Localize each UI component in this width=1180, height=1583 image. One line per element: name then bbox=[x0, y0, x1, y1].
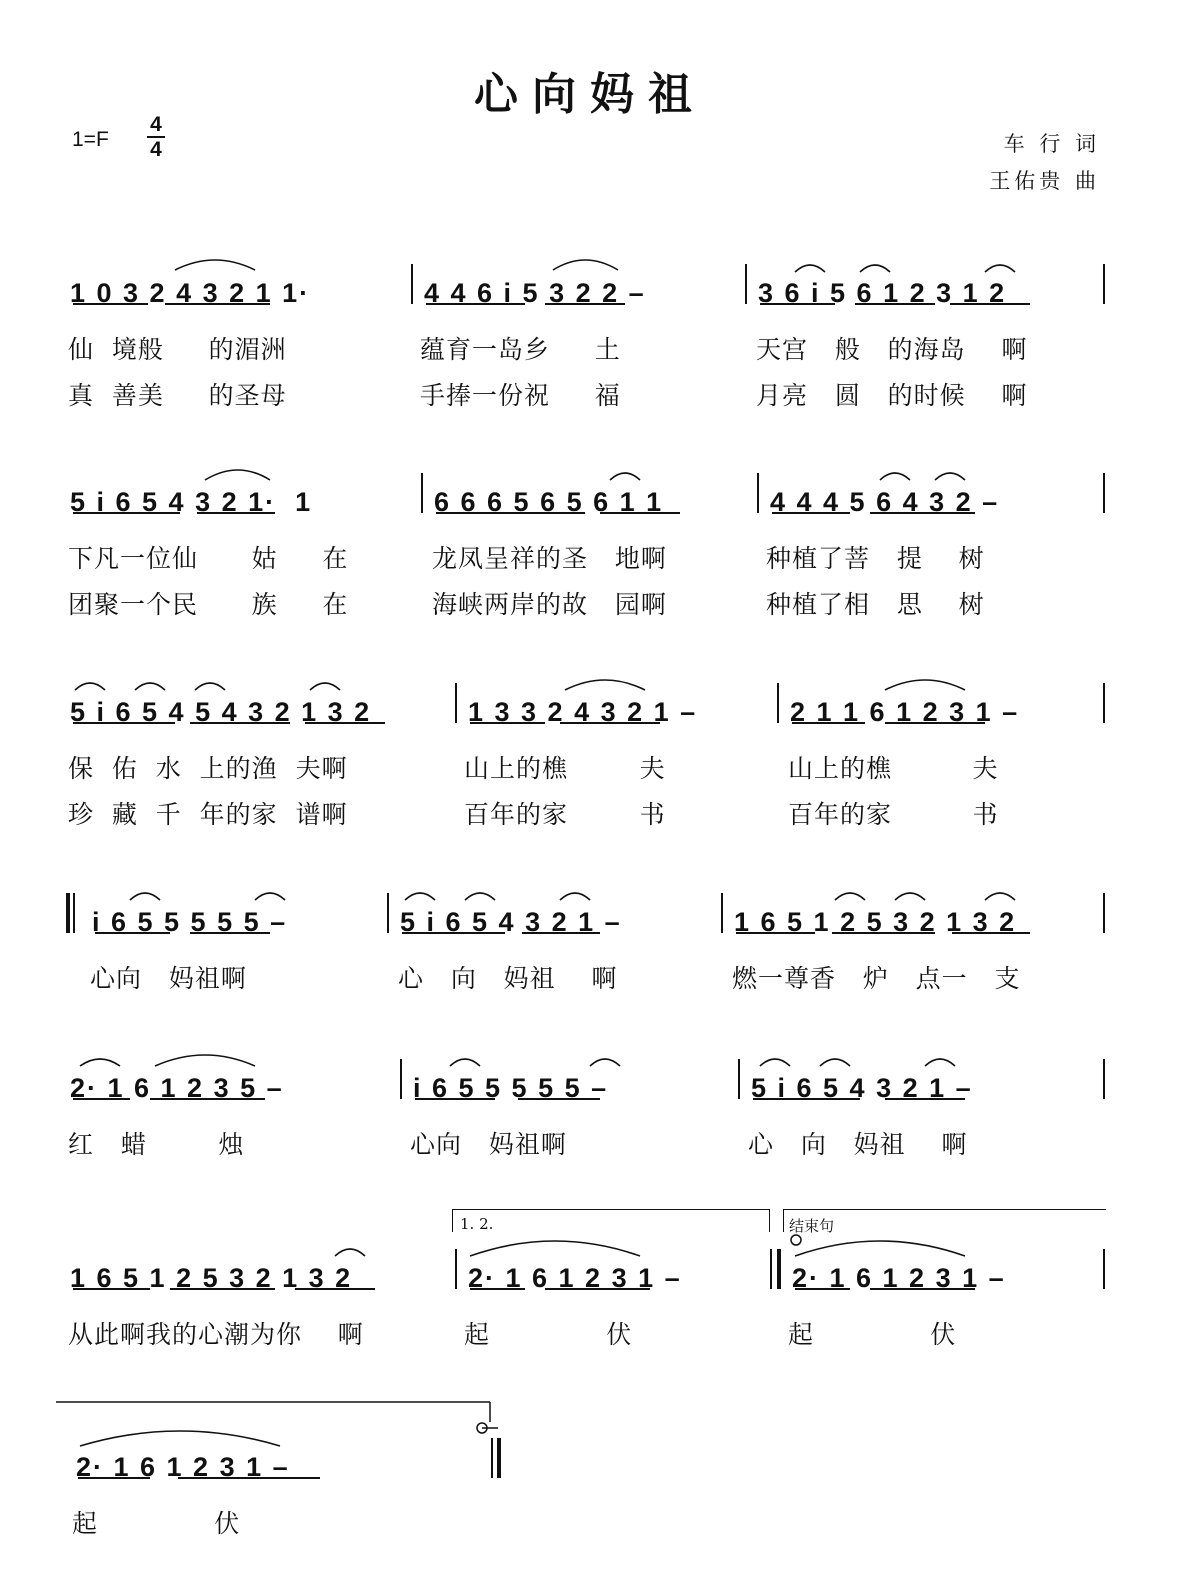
lyric-line-1: 龙凤呈祥的圣 地啊 bbox=[432, 544, 667, 573]
measure-2: 5 i 6 5 4 3 2 1 – bbox=[400, 907, 622, 937]
lyric-line-1: 红 蜡 烛 bbox=[68, 1130, 245, 1159]
slur-mark bbox=[553, 260, 618, 270]
slur-mark bbox=[760, 1059, 790, 1066]
measure-2: 6 6 6 5 6 5 6 1 1 bbox=[434, 487, 664, 517]
lyric-line-2: 月亮 圆 的时候 啊 bbox=[756, 381, 1028, 410]
slur-mark bbox=[560, 893, 590, 900]
slur-mark bbox=[925, 1059, 955, 1066]
measure-1: 5 i 6 5 4 3 2 1· 1 bbox=[70, 487, 313, 517]
volta-first-ending bbox=[452, 1209, 770, 1232]
measure-1: 1 0 3 2 4 3 2 1 1· bbox=[70, 278, 311, 308]
measure-3: 4 4 4 5 6 4 3 2 – bbox=[770, 487, 1000, 517]
lyric-line-2: 种植了相 思 树 bbox=[766, 590, 985, 619]
slur-mark bbox=[130, 893, 160, 900]
lyric-line-1: 起 伏 bbox=[464, 1320, 633, 1349]
measure-1: 1 6 5 1 2 5 3 2 1 3 2 bbox=[70, 1263, 353, 1293]
slur-mark bbox=[80, 1059, 120, 1066]
lyric-line-1: 仙 境般 的湄洲 bbox=[68, 335, 287, 364]
slur-mark bbox=[255, 893, 285, 900]
lyric-line-1: 心 向 妈祖 啊 bbox=[398, 964, 618, 993]
measure-2: i 6 5 5 5 5 5 – bbox=[413, 1073, 609, 1103]
measure-1: 2· 1 6 1 2 3 1 – bbox=[76, 1452, 290, 1482]
measure-2: 1 3 3 2 4 3 2 1 – bbox=[468, 697, 698, 727]
slur-mark bbox=[205, 470, 270, 480]
key-signature: 1=F bbox=[72, 128, 109, 151]
lyric-line-1: 山上的樵 夫 bbox=[788, 754, 999, 783]
slur-mark bbox=[835, 893, 865, 900]
slur-mark bbox=[860, 265, 890, 272]
slur-mark bbox=[175, 260, 255, 270]
slur-mark bbox=[75, 683, 105, 690]
slur-mark bbox=[795, 265, 825, 272]
measure-3: 5 i 6 5 4 3 2 1 – bbox=[751, 1073, 973, 1103]
lyric-line-1: 心向 妈祖啊 bbox=[410, 1130, 567, 1159]
volta-label: 1. 2. bbox=[460, 1215, 494, 1233]
slur-mark bbox=[820, 1059, 850, 1066]
lyric-line-2: 百年的家 书 bbox=[788, 800, 999, 829]
measure-1: 2· 1 6 1 2 3 5 – bbox=[70, 1073, 284, 1103]
slur-mark bbox=[895, 893, 925, 900]
lyric-line-1: 种植了菩 提 树 bbox=[766, 544, 985, 573]
slur-mark bbox=[610, 473, 640, 480]
lyric-line-1: 下凡一位仙 姑 在 bbox=[68, 544, 349, 573]
lyric-line-2: 百年的家 书 bbox=[464, 800, 666, 829]
lyric-line-1: 心 向 妈祖 啊 bbox=[748, 1130, 968, 1159]
slur-mark bbox=[885, 680, 965, 690]
lyric-line-1: 起 伏 bbox=[788, 1320, 957, 1349]
slur-mark bbox=[470, 1241, 640, 1256]
slur-mark bbox=[565, 680, 645, 690]
slur-mark bbox=[405, 893, 435, 900]
slur-mark bbox=[880, 473, 910, 480]
measure-3: 2· 1 6 1 2 3 1 – bbox=[792, 1263, 1006, 1293]
slur-mark bbox=[985, 265, 1015, 272]
slur-mark bbox=[935, 473, 965, 480]
slur-mark bbox=[195, 683, 225, 690]
slur-mark bbox=[465, 893, 495, 900]
lyric-line-2: 真 善美 的圣母 bbox=[68, 381, 287, 410]
coda-label: 结束句 bbox=[789, 1217, 835, 1235]
lyric-line-1: 从此啊我的心潮为你 啊 bbox=[68, 1320, 364, 1349]
slur-mark bbox=[135, 683, 165, 690]
lyricist: 车 行 词 bbox=[1003, 132, 1100, 156]
time-signature-bottom: 4 bbox=[150, 138, 162, 161]
lyric-line-1: 心向 妈祖啊 bbox=[90, 964, 247, 993]
slur-mark bbox=[155, 1055, 255, 1066]
lyric-line-2: 珍 藏 千 年的家 谱啊 bbox=[68, 800, 348, 829]
lyric-line-1: 蕴育一岛乡 土 bbox=[420, 335, 621, 364]
lyric-line-2: 团聚一个民 族 在 bbox=[68, 590, 349, 619]
lyric-line-1: 山上的樵 夫 bbox=[464, 754, 666, 783]
lyric-line-1: 燃一尊香 炉 点一 支 bbox=[732, 964, 1021, 993]
slur-mark bbox=[310, 683, 340, 690]
slur-mark bbox=[450, 1059, 480, 1066]
lyric-line-2: 海峡两岸的故 园啊 bbox=[432, 590, 667, 619]
measure-1: 5 i 6 5 4 5 4 3 2 1 3 2 bbox=[70, 697, 372, 727]
measure-3: 3 6 i 5 6 1 2 3 1 2 bbox=[758, 278, 1007, 308]
slur-mark bbox=[795, 1241, 965, 1256]
measure-1: i 6 5 5 5 5 5 – bbox=[92, 907, 288, 937]
lyric-line-1: 保 佑 水 上的渔 夫啊 bbox=[68, 754, 348, 783]
measure-2: 2· 1 6 1 2 3 1 – bbox=[468, 1263, 682, 1293]
composer: 王佑贵 曲 bbox=[989, 169, 1100, 193]
measure-2: 4 4 6 i 5 3 2 2 – bbox=[424, 278, 646, 308]
measure-3: 2 1 1 6 1 2 3 1 – bbox=[790, 697, 1020, 727]
slur-mark bbox=[335, 1249, 365, 1256]
time-signature-top: 4 bbox=[150, 113, 162, 136]
song-title: 心向妈祖 bbox=[474, 69, 706, 120]
lyric-line-1: 天宫 般 的海岛 啊 bbox=[756, 335, 1028, 364]
time-signature bbox=[145, 113, 167, 161]
lyric-line-1: 起 伏 bbox=[72, 1509, 241, 1538]
slur-mark bbox=[985, 893, 1015, 900]
measure-3: 1 6 5 1 2 5 3 2 1 3 2 bbox=[734, 907, 1017, 937]
lyric-line-2: 手捧一份祝 福 bbox=[420, 381, 621, 410]
slur-mark bbox=[80, 1431, 280, 1446]
slur-mark bbox=[590, 1059, 620, 1066]
